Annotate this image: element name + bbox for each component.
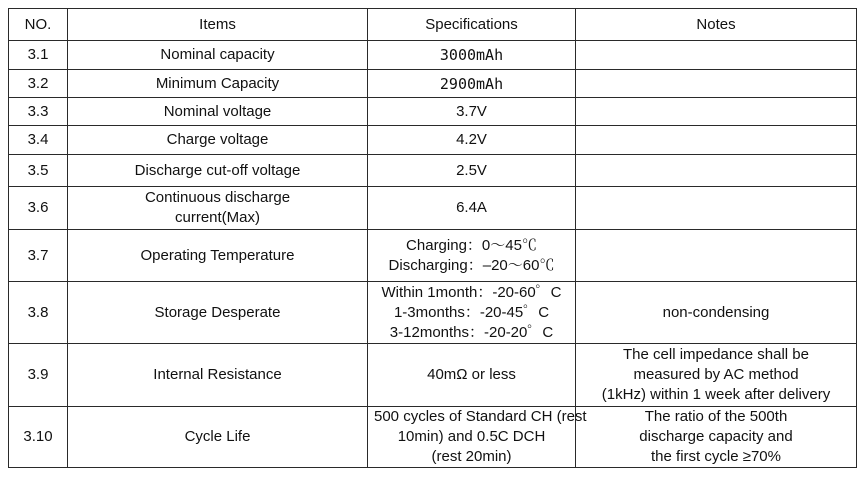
- table-row: [9, 41, 857, 70]
- table-row: [9, 344, 857, 407]
- cell-item-line: Storage Desperate: [154, 303, 281, 321]
- cell-item: [68, 126, 368, 155]
- cell-spec: [368, 187, 576, 230]
- cell-spec-line: 6.4A: [456, 199, 487, 216]
- cell-notes-line: discharge capacity and: [639, 428, 793, 445]
- cell-spec-line: 1-3months：-20-45゜C: [393, 303, 550, 321]
- cell-item: [68, 41, 368, 70]
- cell-notes: [576, 98, 857, 126]
- cell-notes: [576, 155, 857, 187]
- cell-spec-line: Discharging：–20～60℃: [388, 256, 555, 274]
- cell-spec: [368, 98, 576, 126]
- cell-item: [68, 344, 368, 407]
- cell-spec-line: Within 1month：-20-60゜C: [381, 283, 562, 301]
- cell-notes-line: non-condensing: [662, 303, 770, 321]
- cell-spec-line: 40mΩ or less: [427, 366, 516, 383]
- cell-item: [68, 187, 368, 230]
- cell-spec-line: 3-12months：-20-20゜C: [389, 323, 554, 341]
- table-row: [9, 155, 857, 187]
- cell-no: 3.3: [9, 98, 68, 126]
- header-items: Items: [68, 9, 368, 41]
- cell-notes: [576, 344, 857, 407]
- battery-spec-table: [8, 8, 857, 468]
- header-specifications: Specifications: [368, 9, 576, 41]
- cell-item: [68, 70, 368, 98]
- cell-notes-line: (1kHz) within 1 week after delivery: [601, 386, 831, 403]
- cell-item-line: Cycle Life: [184, 428, 251, 445]
- cell-spec-line: 10min) and 0.5C DCH: [397, 428, 546, 445]
- cell-no: 3.10: [9, 407, 68, 468]
- table-row: [9, 98, 857, 126]
- table-body: [9, 41, 857, 468]
- cell-item-line: Continuous discharge: [144, 189, 291, 206]
- header-no: NO.: [9, 9, 68, 41]
- cell-item-line: Internal Resistance: [153, 366, 282, 383]
- cell-item-line: Charge voltage: [166, 131, 269, 148]
- cell-notes-line: measured by AC method: [633, 366, 799, 383]
- table-row: [9, 407, 857, 468]
- cell-spec-line: 3.7V: [456, 102, 487, 120]
- cell-item-line: Discharge cut-off voltage: [134, 161, 301, 179]
- cell-spec: [368, 126, 576, 155]
- cell-spec-line: 2.5V: [456, 161, 487, 179]
- cell-no: 3.9: [9, 344, 68, 407]
- header-notes: Notes: [576, 9, 857, 41]
- cell-no: 3.6: [9, 187, 68, 230]
- header-row: [9, 9, 857, 41]
- cell-spec: [368, 407, 587, 468]
- table-row: [9, 187, 857, 230]
- table-row: [9, 70, 857, 98]
- cell-item: [68, 98, 368, 126]
- cell-no: 3.4: [9, 126, 68, 155]
- cell-notes: [576, 126, 857, 155]
- cell-notes: [576, 282, 857, 344]
- cell-item-line: Nominal capacity: [160, 46, 275, 63]
- cell-spec: [368, 155, 576, 187]
- cell-notes: [576, 407, 857, 468]
- cell-no: 3.1: [9, 41, 68, 70]
- cell-spec: [368, 41, 576, 70]
- cell-item-line: current(Max): [174, 209, 260, 226]
- cell-item-line: Nominal voltage: [163, 102, 272, 120]
- cell-spec-line: (rest 20min): [431, 448, 512, 465]
- cell-spec: [368, 70, 576, 98]
- cell-spec: [368, 230, 576, 282]
- cell-notes-line: The ratio of the 500th: [644, 408, 788, 425]
- cell-notes: [576, 41, 857, 70]
- table-row: [9, 126, 857, 155]
- cell-notes-line: the first cycle ≥70%: [651, 448, 781, 465]
- cell-item-line: Operating Temperature: [140, 246, 295, 264]
- cell-spec-line: Charging：0～45℃: [406, 236, 537, 254]
- cell-no: 3.2: [9, 70, 68, 98]
- cell-spec-line: 3000mAh: [439, 46, 504, 64]
- cell-notes: [576, 70, 857, 98]
- cell-notes: [576, 230, 857, 282]
- cell-spec: [368, 344, 576, 407]
- cell-spec-line: 500 cycles of Standard CH (rest: [374, 408, 587, 425]
- cell-item: [68, 230, 368, 282]
- table-row: [9, 230, 857, 282]
- cell-spec-line: 4.2V: [456, 131, 487, 148]
- cell-item: [68, 282, 368, 344]
- cell-no: 3.8: [9, 282, 68, 344]
- cell-notes: [576, 187, 857, 230]
- cell-item-line: Minimum Capacity: [155, 74, 280, 92]
- table-row: [9, 282, 857, 344]
- cell-spec-line: 2900mAh: [439, 74, 504, 93]
- cell-no: 3.7: [9, 230, 68, 282]
- cell-no: 3.5: [9, 155, 68, 187]
- cell-spec: [368, 282, 576, 344]
- cell-item: [68, 155, 368, 187]
- cell-item: [68, 407, 368, 468]
- cell-notes-line: The cell impedance shall be: [623, 346, 809, 363]
